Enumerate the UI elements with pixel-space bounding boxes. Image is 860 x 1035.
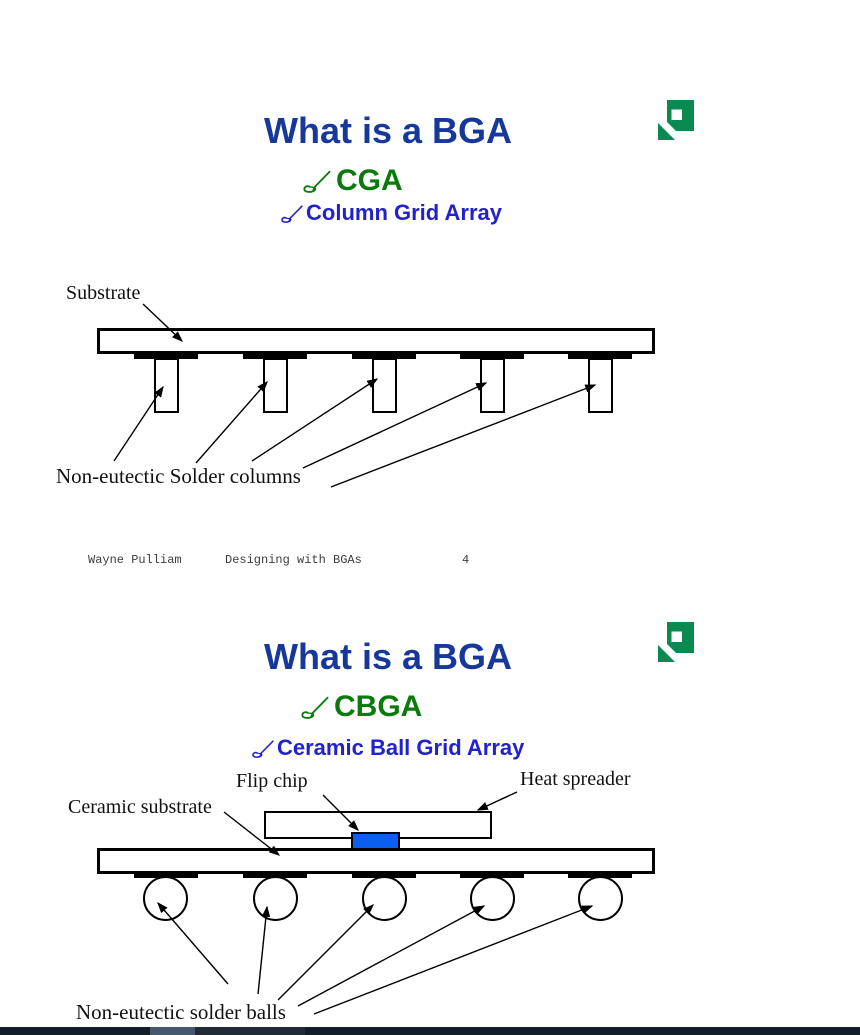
solder-column [480, 358, 505, 413]
substrate-rect [97, 328, 655, 354]
substrate-label: Substrate [66, 282, 141, 304]
ball-arrow [298, 906, 484, 1006]
heat-spreader-leader-arrow [478, 792, 517, 810]
ball-arrow [278, 905, 373, 1000]
slide2-subtitle: Ceramic Ball Grid Array [277, 735, 525, 760]
solder-column [588, 358, 613, 413]
heat-spreader-label: Heat spreader [520, 768, 631, 790]
footer-page-number: 4 [462, 553, 470, 567]
column-arrow [196, 382, 267, 463]
slide1-acronym: CGA [336, 164, 403, 197]
solder-ball [143, 876, 188, 921]
bottom-edge-segment [150, 1027, 195, 1035]
ceramic-substrate-label: Ceramic substrate [68, 796, 212, 818]
bottom-edge-segment [195, 1027, 305, 1035]
pen-writing-icon [302, 169, 332, 193]
substrate-rect [97, 848, 655, 874]
slide2-title: What is a BGA [264, 636, 513, 677]
slide2-acronym-row [300, 690, 422, 724]
pen-writing-icon [251, 739, 275, 758]
slide2-subtitle-row [251, 735, 524, 761]
slide1-acronym-row [302, 164, 403, 198]
solder-ball [253, 876, 298, 921]
solder-ball [470, 876, 515, 921]
ball-arrow [258, 907, 267, 994]
flip-chip-label: Flip chip [236, 770, 308, 792]
amd-logo-icon [658, 622, 694, 662]
solder-ball [578, 876, 623, 921]
pen-writing-icon [280, 204, 304, 223]
ball-arrow [314, 906, 592, 1014]
slide1-title: What is a BGA [264, 110, 513, 151]
column-arrow [331, 385, 595, 487]
solder-column [263, 358, 288, 413]
bottom-window-edge [0, 1027, 860, 1035]
solder-column [372, 358, 397, 413]
solder-columns-label: Non-eutectic Solder columns [56, 464, 301, 488]
slide1-subtitle: Column Grid Array [306, 200, 502, 225]
solder-ball [362, 876, 407, 921]
pen-writing-icon [300, 695, 330, 719]
amd-logo-icon [658, 100, 694, 140]
solder-column [154, 358, 179, 413]
solder-balls-label: Non-eutectic solder balls [76, 1000, 286, 1024]
footer-doc-title: Designing with BGAs [225, 553, 362, 567]
slide1-subtitle-row [280, 200, 502, 226]
footer-author: Wayne Pulliam [88, 553, 182, 567]
slide2-acronym: CBGA [334, 690, 423, 723]
